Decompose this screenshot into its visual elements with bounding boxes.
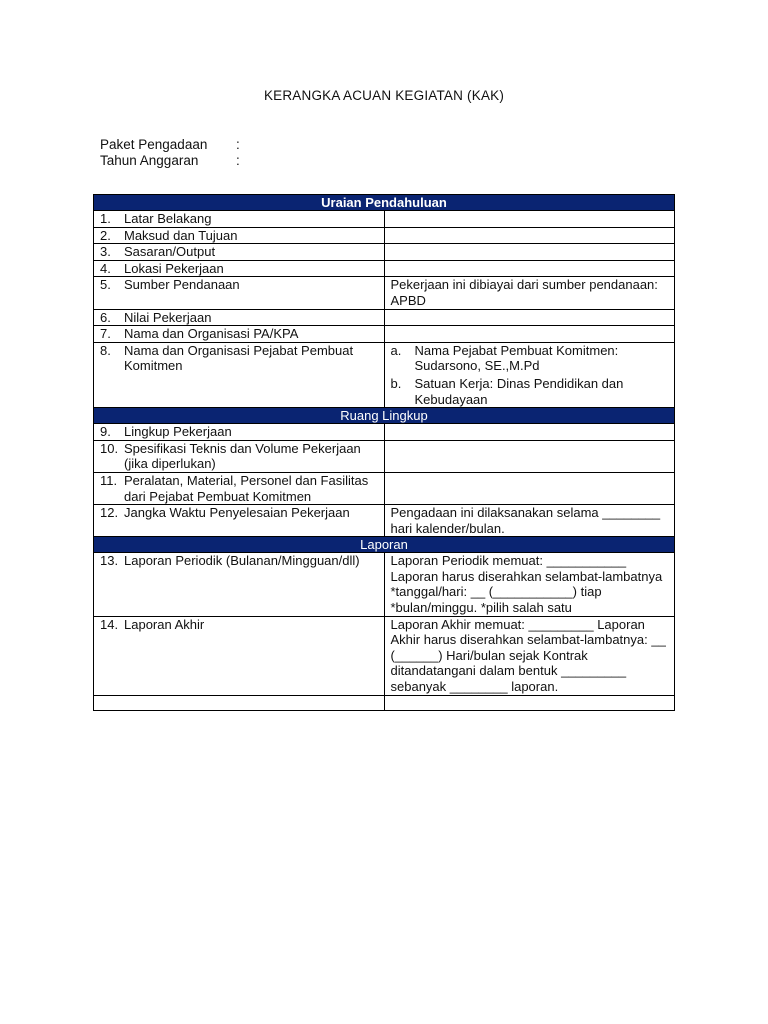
row-label: Laporan Periodik (Bulanan/Mingguan/dll) (124, 553, 360, 569)
section-header-pendahuluan (94, 195, 675, 211)
row-value (384, 260, 675, 277)
table-row (94, 424, 675, 441)
row-number: 5. (100, 277, 111, 293)
table-row (94, 342, 675, 407)
row-label: Lingkup Pekerjaan (124, 424, 232, 440)
meta-row-paket (100, 137, 240, 153)
table-row (94, 211, 675, 228)
row-number: 9. (100, 424, 111, 440)
row-number: 11. (100, 472, 118, 488)
meta-label: Tahun Anggaran (100, 153, 199, 168)
row-value (384, 244, 675, 261)
list-text: Satuan Kerja: Dinas Pendidikan dan Kebudayaan (414, 375, 624, 407)
row-number: 13. (100, 553, 119, 569)
list-marker: b. (390, 375, 402, 391)
row-value (384, 326, 675, 343)
row-label: Lokasi Pekerjaan (124, 260, 224, 276)
table-row (94, 326, 675, 343)
row-number: 6. (100, 309, 111, 325)
row-number: 10. (100, 440, 119, 456)
table-row-empty (94, 695, 675, 710)
table-row (94, 440, 675, 472)
row-value (384, 309, 675, 326)
row-number: 3. (100, 244, 111, 260)
row-label: Maksud dan Tujuan (124, 227, 238, 243)
row-number: 12. (100, 505, 119, 521)
row-label: Spesifikasi Teknis dan Volume Pekerjaan (jika diperlukan) (124, 440, 361, 472)
meta-block (100, 137, 240, 169)
list-item (391, 343, 675, 374)
table-row (94, 244, 675, 261)
table-row (94, 472, 675, 504)
section-header-ruang-lingkup (94, 408, 675, 424)
list-item (391, 376, 675, 407)
section-title: Ruang Lingkup (94, 408, 675, 424)
row-number: 8. (100, 342, 111, 358)
section-title: Laporan (94, 537, 675, 553)
row-label: Peralatan, Material, Personel dan Fasilitas dari Pejabat Pembuat Komitmen (124, 472, 369, 504)
row-label: Laporan Akhir (124, 616, 205, 632)
row-value (384, 424, 675, 441)
row-value: Pekerjaan ini dibiayai dari sumber pendanaan: APBD (384, 277, 675, 309)
row-label: Latar Belakang (124, 211, 212, 226)
row-value (384, 227, 675, 244)
row-label: Nama dan Organisasi Pejabat Pembuat Komitmen (124, 342, 354, 374)
row-label: Sasaran/Output (124, 244, 216, 260)
table-row (94, 616, 675, 695)
row-number: 1. (100, 211, 111, 226)
section-title: Uraian Pendahuluan (94, 195, 675, 211)
section-header-laporan (94, 537, 675, 553)
meta-row-tahun (100, 153, 240, 169)
list-marker: a. (390, 342, 402, 358)
row-value (384, 472, 675, 504)
table-row (94, 505, 675, 537)
list-text: Nama Pejabat Pembuat Komitmen: Sudarsono, SE.,M.Pd (414, 342, 619, 374)
meta-label: Paket Pengadaan (100, 137, 208, 152)
row-label: Nilai Pekerjaan (124, 309, 212, 325)
row-value (384, 211, 675, 228)
row-number: 14. (100, 616, 119, 632)
table-row (94, 553, 675, 616)
table-row (94, 309, 675, 326)
row-value: Laporan Akhir memuat: _________ Laporan Akhir harus diserahkan selambat-lambatnya: __ (______) Hari/bulan sejak Kontrak ditandatangani dalam bentuk _________ sebanyak ________ laporan. (384, 616, 675, 695)
kak-table (93, 194, 675, 711)
row-number: 2. (100, 227, 111, 243)
row-value: Laporan Periodik memuat: ___________ Laporan harus diserahkan selambat-lambatnya *tanggal/hari: __ (___________) tiap *bulan/minggu. *pilih salah satu (384, 553, 675, 616)
row-value (384, 342, 675, 407)
table-row (94, 227, 675, 244)
table-row (94, 260, 675, 277)
table-row (94, 277, 675, 309)
row-value (384, 440, 675, 472)
meta-separator: : (236, 137, 240, 152)
row-label: Nama dan Organisasi PA/KPA (124, 326, 299, 342)
row-number: 4. (100, 260, 111, 276)
document-title: KERANGKA ACUAN KEGIATAN (KAK) (263, 88, 505, 103)
row-label: Jangka Waktu Penyelesaian Pekerjaan (124, 505, 350, 521)
meta-separator: : (236, 153, 240, 168)
row-value: Pengadaan ini dilaksanakan selama ________ hari kalender/bulan. (384, 505, 675, 537)
row-label: Sumber Pendanaan (124, 277, 240, 293)
row-number: 7. (100, 326, 111, 342)
